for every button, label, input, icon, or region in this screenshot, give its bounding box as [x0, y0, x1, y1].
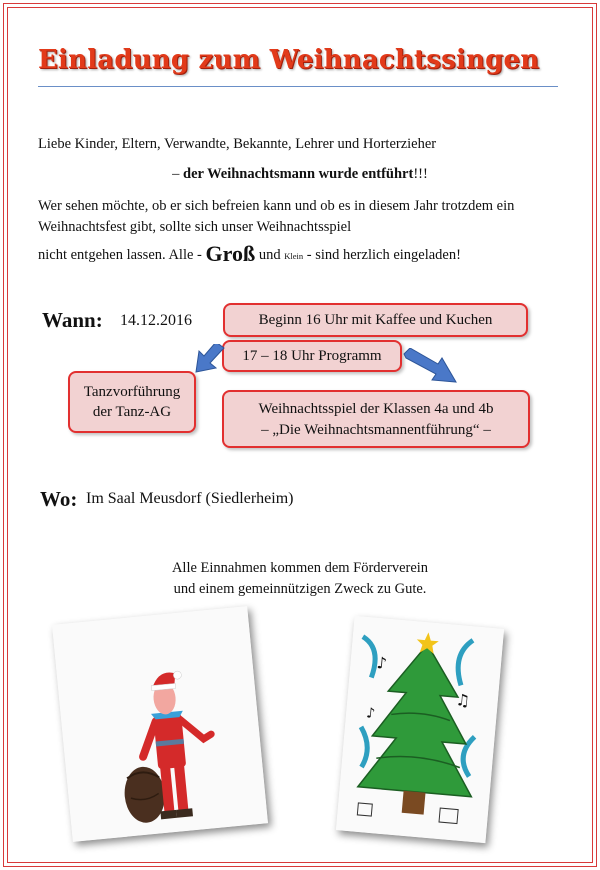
where-label: Wo:: [40, 487, 78, 511]
kidnap-dash: –: [172, 166, 180, 182]
line3-post: - sind herzlich eingeladen!: [303, 247, 461, 263]
line3-und: und: [255, 247, 285, 263]
gross-word: Groß: [205, 241, 256, 266]
kidnap-exclamation: !!!: [413, 166, 428, 182]
christmas-tree-drawing: [336, 616, 504, 843]
dance-line-1: Tanzvorführung: [83, 384, 181, 400]
schedule-start-box: Beginn 16 Uhr mit Kaffee und Kuchen: [223, 303, 528, 337]
play-line-1: Weihnachtsspiel der Klassen 4a und 4b: [258, 401, 494, 417]
invitation-text: Wer sehen möchte, ob er sich befreien kann und ob es in diesem Jahr trotzdem ein Weihnachtsfest gibt, sollte sich unser Weihnachtsspiel: [38, 198, 515, 235]
schedule-dance-box: [68, 371, 196, 433]
invitation-closing-line: [38, 242, 461, 266]
klein-word: Klein: [284, 251, 304, 261]
closing-line-1: Alle Einnahmen kommen dem Förderverein: [171, 560, 429, 576]
kidnap-headline: [0, 164, 600, 184]
schedule-program-box: 17 – 18 Uhr Programm: [222, 340, 402, 372]
santa-drawing: [52, 606, 268, 842]
when-date: 14.12.2016: [120, 312, 192, 329]
schedule-play-box: [222, 390, 530, 448]
line3-pre: nicht entgehen lassen. Alle -: [38, 247, 206, 263]
arrow-down-right-icon: [402, 348, 458, 384]
page-title: Einladung zum Weihnachtssingen: [38, 45, 540, 75]
dance-line-2: der Tanz-AG: [92, 404, 172, 420]
svg-text:♪: ♪: [375, 653, 388, 673]
title-underline: [38, 86, 558, 87]
closing-note: [0, 558, 600, 600]
svg-text:♪: ♪: [365, 705, 376, 722]
when-label: Wann:: [42, 308, 103, 332]
where-place: Im Saal Meusdorf (Siedlerheim): [86, 490, 294, 507]
arrow-down-left-icon: [194, 344, 226, 374]
intro-greeting: Liebe Kinder, Eltern, Verwandte, Bekannte, Lehrer und Horterzieher: [38, 136, 437, 152]
svg-text:♫: ♫: [454, 690, 471, 711]
closing-line-2: und einem gemeinnützigen Zweck zu Gute.: [173, 581, 427, 597]
play-line-2: – „Die Weihnachtsmannentführung“ –: [261, 422, 491, 438]
kidnap-bold-text: der Weihnachtsmann wurde entführt: [183, 166, 414, 182]
